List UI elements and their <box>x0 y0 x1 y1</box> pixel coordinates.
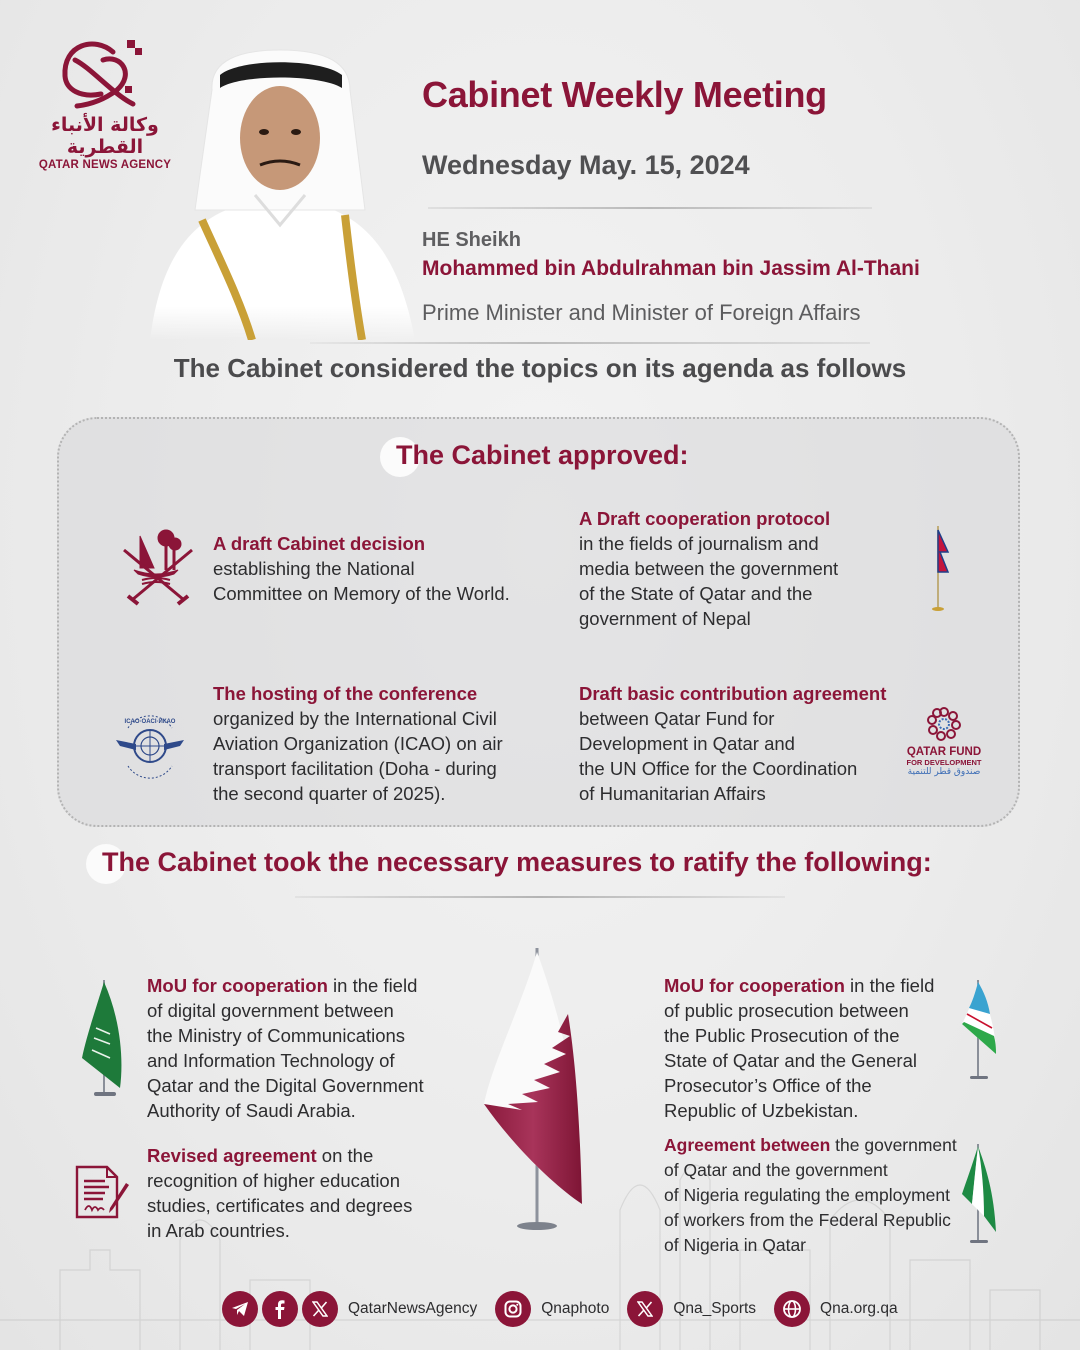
ratify-section-title <box>102 847 932 878</box>
logo-arabic-text: وكالة الأنباء القطرية <box>51 114 159 158</box>
instagram-icon[interactable] <box>495 1291 531 1327</box>
social-handle-qatarnewsagency[interactable]: QatarNewsAgency <box>348 1300 478 1317</box>
approved-item-4 <box>579 681 886 806</box>
item-line: of public prosecution between <box>664 1000 909 1021</box>
globe-icon[interactable] <box>774 1291 810 1327</box>
item-line: government of Nepal <box>579 608 751 629</box>
ratify-item-4 <box>664 1133 957 1258</box>
fund-logo-text: QATAR FUND <box>906 746 982 758</box>
website-link[interactable]: Qna.org.qa <box>820 1300 898 1317</box>
ratify-item-2 <box>147 1143 412 1243</box>
item-heading: MoU for cooperation <box>147 975 328 996</box>
item-line: studies, certificates and degrees <box>147 1195 413 1216</box>
item-line: Qatar and the Digital Government <box>147 1075 424 1096</box>
item-line: Committee on Memory of the World. <box>213 583 510 604</box>
page-title: Cabinet Weekly Meeting <box>422 74 827 115</box>
qatar-fund-logo <box>896 706 992 778</box>
nepal-flag-icon <box>926 524 950 614</box>
item-line: of Nigeria in Qatar <box>664 1235 807 1255</box>
ratify-item-1 <box>147 973 424 1123</box>
item-line: Development in Qatar and <box>579 733 795 754</box>
official-name: Mohammed bin Abdulrahman bin Jassim Al-Thani <box>422 257 920 280</box>
facebook-icon[interactable] <box>262 1291 298 1327</box>
item-line: of Qatar and the government <box>664 1160 888 1180</box>
item-line: media between the government <box>579 558 839 579</box>
item-line: of Humanitarian Affairs <box>579 783 766 804</box>
social-handle-qnaphoto[interactable]: Qnaphoto <box>541 1300 610 1317</box>
honorific: HE Sheikh <box>422 229 521 251</box>
item-line: of the State of Qatar and the <box>579 583 813 604</box>
official-role: Prime Minister and Minister of Foreign Affairs <box>422 300 861 325</box>
item-heading: MoU for cooperation <box>664 975 845 996</box>
item-line: the second quarter of 2025). <box>213 783 446 804</box>
ratify-item-3 <box>664 973 934 1123</box>
item-line: Aviation Organization (ICAO) on air <box>213 733 503 754</box>
item-line: Prosecutor’s Office of the <box>664 1075 872 1096</box>
item-line: Republic of Uzbekistan. <box>664 1100 859 1121</box>
x-icon[interactable] <box>302 1291 338 1327</box>
agenda-intro: The Cabinet considered the topics on its agenda as follows <box>173 353 907 383</box>
item-heading: Revised agreement <box>147 1145 317 1166</box>
item-line: transport facilitation (Doha - during <box>213 758 497 779</box>
nigeria-flag-icon <box>960 1142 1000 1246</box>
saudi-flag-icon <box>80 978 130 1098</box>
social-handle-qna-sports[interactable]: Qna_Sports <box>673 1300 757 1317</box>
meeting-date: Wednesday May. 15, 2024 <box>422 150 750 180</box>
fund-logo-arabic: صندوق قطر للتنمية <box>907 767 981 777</box>
signed-document-icon <box>75 1163 133 1221</box>
item-line: the government <box>830 1135 957 1155</box>
icao-logo-icon <box>114 710 186 782</box>
item-heading: Draft basic contribution agreement <box>579 683 887 704</box>
approved-section-title <box>396 440 689 471</box>
telegram-icon[interactable] <box>222 1291 258 1327</box>
x-icon[interactable] <box>627 1291 663 1327</box>
item-line: the UN Office for the Coordination <box>579 758 858 779</box>
social-footer <box>222 1290 916 1328</box>
approved-item-1 <box>213 531 510 606</box>
logo-english-text: QATAR NEWS AGENCY <box>38 159 172 171</box>
approved-title-text: The Cabinet approved: <box>396 440 689 470</box>
item-line: on the <box>316 1145 374 1166</box>
item-line: in the field <box>844 975 935 996</box>
qatar-fund-logo-icon <box>926 706 962 742</box>
prime-minister-portrait <box>140 40 420 340</box>
ratify-title-text: The Cabinet took the necessary measures to ratify the following: <box>102 847 932 877</box>
item-line: State of Qatar and the General <box>664 1050 917 1071</box>
item-line: in Arab countries. <box>147 1220 290 1241</box>
divider <box>428 207 872 209</box>
divider <box>295 896 785 898</box>
divider <box>310 342 870 344</box>
item-line: in the fields of journalism and <box>579 533 819 554</box>
item-line: of Nigeria regulating the employment <box>664 1185 950 1205</box>
svg-text:ICAO·OACI·ИКАО: ICAO·OACI·ИКАО <box>124 719 176 725</box>
item-line: between Qatar Fund for <box>579 708 775 729</box>
item-line: and Information Technology of <box>147 1050 395 1071</box>
item-line: of workers from the Federal Republic <box>664 1210 951 1230</box>
approved-item-2 <box>579 506 838 631</box>
qatar-emblem-icon <box>120 526 196 606</box>
item-line: the Ministry of Communications <box>147 1025 406 1046</box>
item-heading: A draft Cabinet decision <box>213 533 426 554</box>
item-line: of digital government between <box>147 1000 394 1021</box>
qatar-flag-icon <box>482 944 592 1234</box>
item-line: in the field <box>327 975 418 996</box>
item-heading: Agreement between <box>664 1135 831 1155</box>
item-line: recognition of higher education <box>147 1170 401 1191</box>
approved-item-3 <box>213 681 503 806</box>
fund-logo-subtext: FOR DEVELOPMENT <box>906 758 982 767</box>
item-heading: The hosting of the conference <box>213 683 478 704</box>
item-line: organized by the International Civil <box>213 708 497 729</box>
uzbekistan-flag-icon <box>960 978 1000 1082</box>
item-line: Authority of Saudi Arabia. <box>147 1100 356 1121</box>
item-line: establishing the National <box>213 558 415 579</box>
item-line: the Public Prosecution of the <box>664 1025 900 1046</box>
item-heading: A Draft cooperation protocol <box>579 508 831 529</box>
